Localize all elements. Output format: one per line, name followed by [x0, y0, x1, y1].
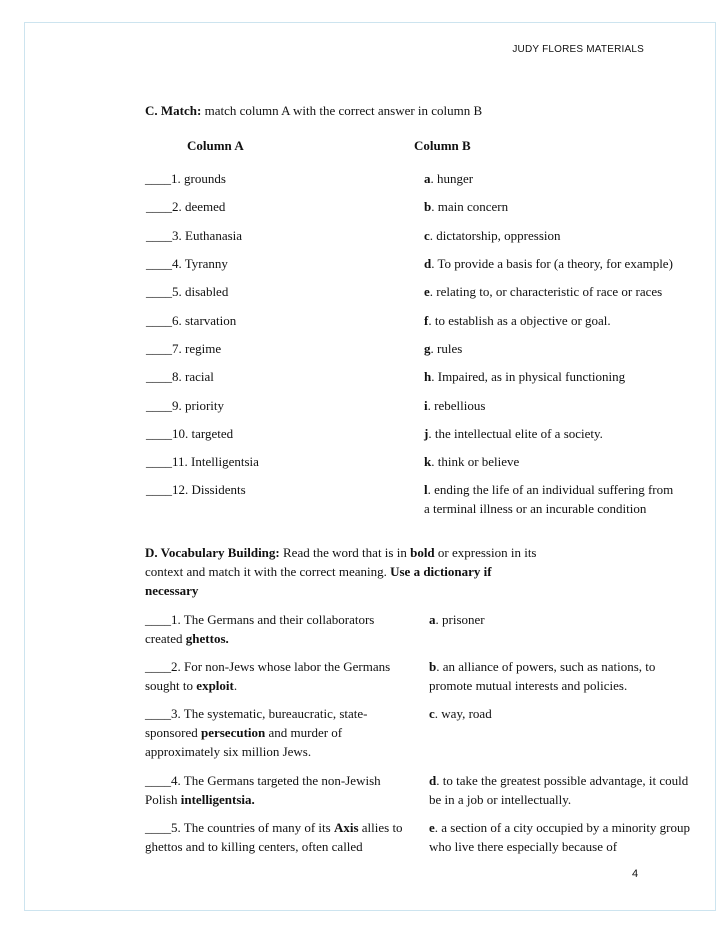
column-a-item: ____1. grounds	[145, 171, 226, 186]
column-a-item: ____4. Tyranny	[146, 256, 228, 271]
vocab-answer: b. an alliance of powers, such as nations, to promote mutual interests and policies.	[429, 659, 656, 693]
vocab-question: ____3. The systematic, bureaucratic, state-sponsored persecution and murder of approximately six million Jews.	[145, 706, 368, 759]
section-d-label: D. Vocabulary Building:	[145, 545, 280, 560]
column-a-item: ____9. priority	[146, 398, 224, 413]
column-b-item: i. rebellious	[424, 398, 486, 413]
vocab-answer: e. a section of a city occupied by a minority group who live there especially because of	[429, 820, 691, 854]
section-c-instruction: match column A with the correct answer in column B	[201, 103, 483, 118]
column-b-item: k. think or believe	[424, 454, 520, 469]
column-b-item: b. main concern	[424, 199, 509, 214]
column-b-item: j. the intellectual elite of a society.	[424, 426, 603, 441]
column-b-item-continuation: a terminal illness or an incurable condition	[424, 501, 647, 516]
column-b-item: f. to establish as a objective or goal.	[424, 313, 611, 328]
column-a-header: Column A	[187, 138, 244, 153]
vocab-question: ____5. The countries of many of its Axis allies to ghettos and to killing centers, often called	[145, 820, 403, 854]
vocab-question: ____2. For non-Jews whose labor the Germans sought to exploit.	[145, 659, 391, 693]
column-a-item: ____2. deemed	[146, 199, 226, 214]
vocab-answer: d. to take the greatest possible advantage, it could be in a job or intellectually.	[429, 773, 689, 807]
column-a-item: ____8. racial	[146, 369, 214, 384]
column-a-item: ____6. starvation	[146, 313, 237, 328]
column-b-item: g. rules	[424, 341, 463, 356]
column-b-item: e. relating to, or characteristic of race or races	[424, 284, 663, 299]
section-c-title	[145, 101, 482, 120]
column-a-item: ____3. Euthanasia	[146, 228, 243, 243]
vocab-answer: a. prisoner	[429, 612, 485, 627]
section-c-label: C. Match:	[145, 103, 202, 118]
column-a-item: ____7. regime	[146, 341, 222, 356]
column-b-header: Column B	[414, 138, 471, 153]
vocab-question: ____1. The Germans and their collaborators created ghettos.	[145, 612, 375, 646]
column-b-item: h. Impaired, as in physical functioning	[424, 369, 626, 384]
column-a-item: ____5. disabled	[146, 284, 229, 299]
page-number: 4	[632, 868, 639, 880]
column-a-item: ____11. Intelligentsia	[146, 454, 259, 469]
vocab-question: ____4. The Germans targeted the non-Jewish Polish intelligentsia.	[145, 773, 381, 807]
section-d-instructions: D. Vocabulary Building: Read the word that is in bold or expression in its context and match it with the correct meaning. Use a dictionary if necessary	[145, 545, 537, 598]
column-a-item: ____12. Dissidents	[146, 482, 246, 497]
column-b-item: a. hunger	[424, 171, 474, 186]
column-a-item: ____10. targeted	[146, 426, 234, 441]
column-b-item: l. ending the life of an individual suffering from	[424, 482, 674, 497]
vocab-answer: c. way, road	[429, 706, 492, 721]
header-author: JUDY FLORES MATERIALS	[512, 44, 644, 55]
column-b-item: d. To provide a basis for (a theory, for example)	[424, 256, 673, 271]
column-b-item: c. dictatorship, oppression	[424, 228, 561, 243]
